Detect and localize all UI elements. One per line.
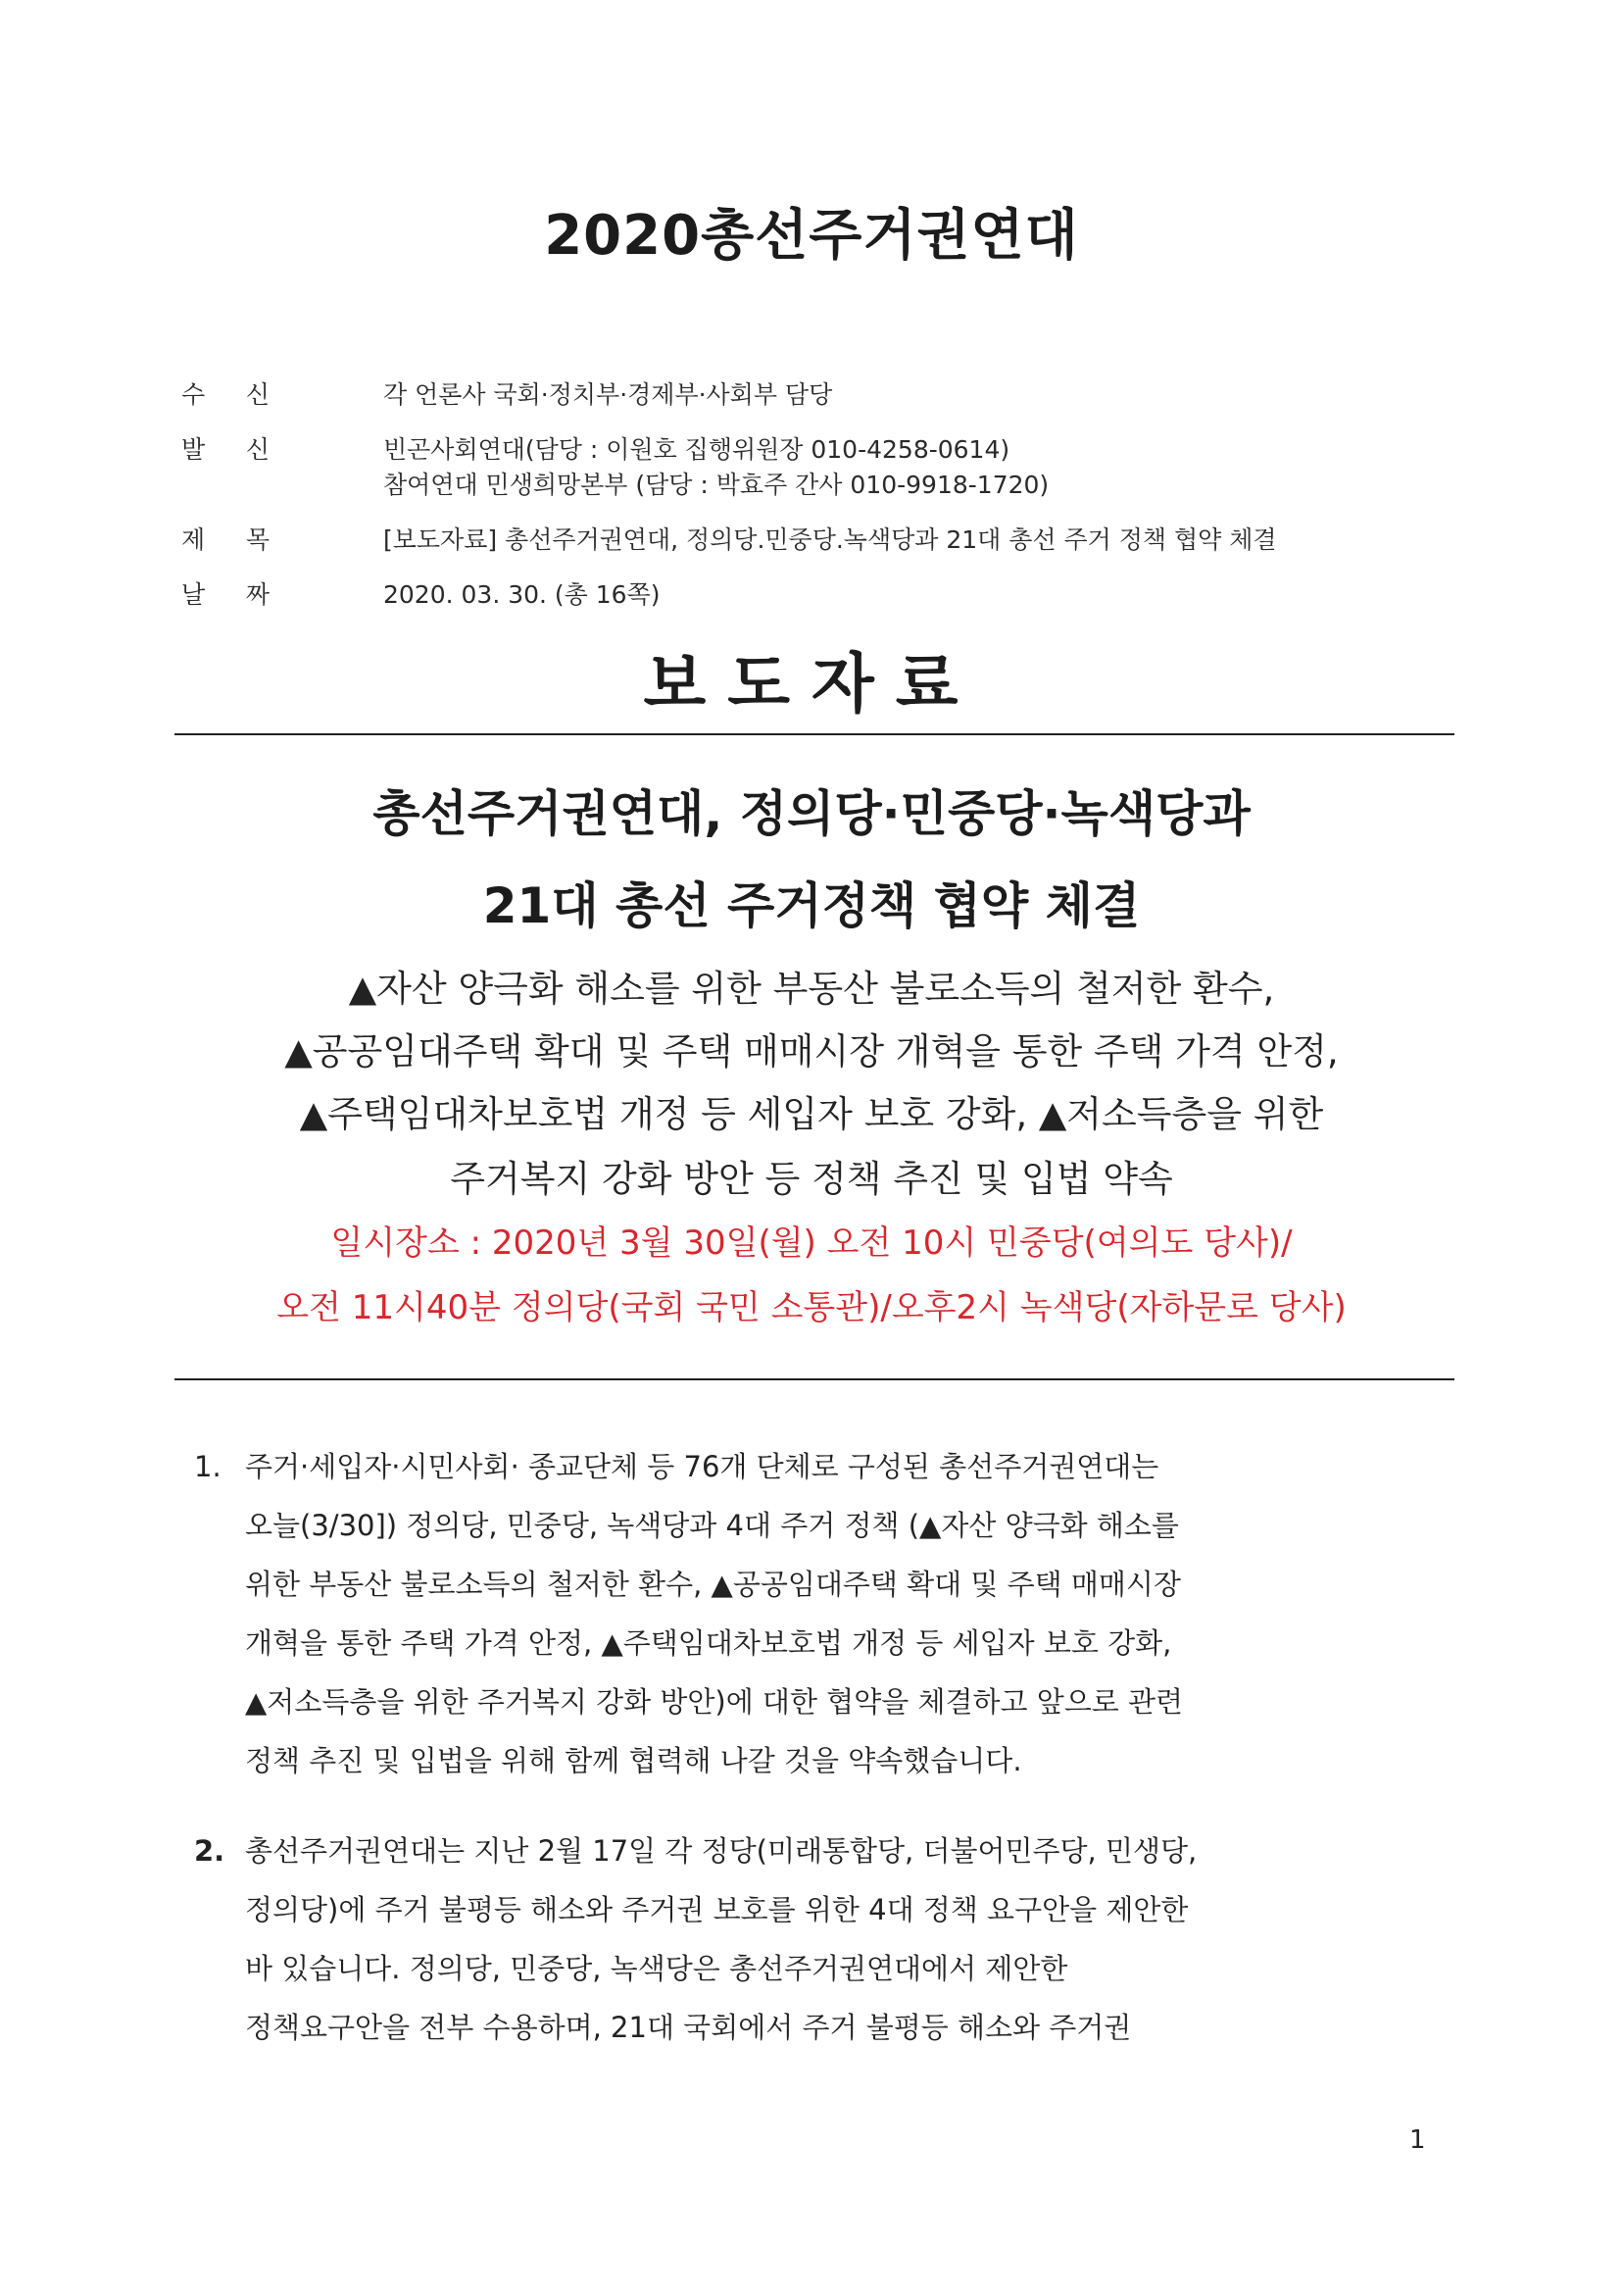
meta-label-char: 목 bbox=[245, 525, 270, 554]
meta-label-char: 신 bbox=[245, 435, 270, 464]
paragraph-line: ▲저소득층을 위한 주거복지 강화 방안)에 대한 협약을 체결하고 앞으로 관련 bbox=[245, 1685, 1184, 1719]
subheadline-line: ▲자산 양극화 해소를 위한 부동산 불로소득의 철저한 환수, bbox=[348, 968, 1275, 1010]
meta-label bbox=[181, 523, 270, 558]
paragraph-line: 정책요구안을 전부 수용하며, 21대 국회에서 주거 불평등 해소와 주거권 bbox=[245, 2011, 1132, 2044]
meta-label-char: 발 bbox=[181, 435, 206, 464]
meta-value-line: 2020. 03. 30. (총 16쪽) bbox=[383, 580, 661, 609]
paragraph-line: 개혁을 통한 주택 가격 안정, ▲주택임대차보호법 개정 등 세입자 보호 강화, bbox=[245, 1626, 1172, 1660]
paragraph-line: 총선주거권연대는 지난 2월 17일 각 정당(미래통합당, 더불어민주당, 민생당, bbox=[245, 1834, 1198, 1868]
meta-label bbox=[181, 577, 270, 613]
paragraph-number: 2. bbox=[194, 1834, 225, 1868]
meta-label-char: 신 bbox=[245, 380, 270, 409]
paragraph-text bbox=[245, 1437, 1470, 1790]
body-paragraph bbox=[194, 1437, 1470, 1790]
meta-label bbox=[181, 377, 270, 413]
headline-line: 21대 총선 주거정책 협약 체결 bbox=[482, 877, 1141, 934]
meta-recipient-row bbox=[181, 377, 1455, 413]
meta-label bbox=[181, 432, 270, 468]
meta-value-line: 빈곤사회연대(담당 : 이원호 집행위원장 010-4258-0614) bbox=[383, 435, 1010, 464]
meta-value bbox=[383, 432, 1455, 503]
subheadline-line: ▲주택임대차보호법 개정 등 세입자 보호 강화, ▲저소득층을 위한 bbox=[299, 1093, 1324, 1135]
meta-value-line: 참여연대 민생희망본부 (담당 : 박효주 간사 010-9918-1720) bbox=[383, 471, 1050, 499]
meta-value bbox=[383, 377, 1455, 413]
bottom-divider bbox=[174, 1378, 1454, 1380]
paragraph-line: 정책 추진 및 입법을 위해 함께 협력해 나갈 것을 약속했습니다. bbox=[245, 1744, 1022, 1777]
paragraph-line: 바 있습니다. 정의당, 민중당, 녹색당은 총선주거권연대에서 제안한 bbox=[245, 1952, 1068, 1985]
subheadline-line: 주거복지 강화 방안 등 정책 추진 및 입법 약속 bbox=[450, 1158, 1173, 1200]
paragraph-text bbox=[245, 1822, 1470, 2057]
paragraph-number: 1. bbox=[194, 1450, 221, 1483]
meta-value bbox=[383, 523, 1455, 558]
meta-label-char: 짜 bbox=[245, 580, 270, 609]
subheadline-line: ▲공공임대주택 확대 및 주택 매매시장 개혁을 통한 주택 가격 안정, bbox=[284, 1030, 1339, 1073]
body-paragraph bbox=[194, 1822, 1470, 2057]
meta-label-char: 날 bbox=[181, 580, 206, 609]
meta-value bbox=[383, 577, 1455, 613]
headline-line: 총선주거권연대, 정의당·민중당·녹색당과 bbox=[372, 785, 1251, 842]
meta-table bbox=[181, 377, 1455, 632]
paragraph-line: 위한 부동산 불로소득의 철저한 환수, ▲공공임대주택 확대 및 주택 매매시장 bbox=[245, 1568, 1181, 1601]
meta-label-char: 수 bbox=[181, 380, 206, 409]
meta-sender-row bbox=[181, 432, 1455, 503]
paragraph-line: 오늘(3/30]) 정의당, 민중당, 녹색당과 4대 주거 정책 (▲자산 양극화 해소를 bbox=[245, 1509, 1179, 1542]
organization-title: 2020총선주거권연대 bbox=[544, 204, 1079, 268]
schedule-line: 오전 11시40분 정의당(국회 국민 소통관)/오후2시 녹색당(자하문로 당사) bbox=[276, 1288, 1347, 1327]
page-number: 1 bbox=[1409, 2125, 1426, 2155]
meta-subject-row bbox=[181, 523, 1455, 558]
meta-value-line: 각 언론사 국회·정치부·경제부·사회부 담당 bbox=[383, 380, 833, 409]
meta-date-row bbox=[181, 577, 1455, 613]
paragraph-line: 정의당)에 주거 불평등 해소와 주거권 보호를 위한 4대 정책 요구안을 제안한 bbox=[245, 1893, 1189, 1926]
top-divider bbox=[174, 733, 1454, 735]
schedule-line: 일시장소 : 2020년 3월 30일(월) 오전 10시 민중당(여의도 당사)/ bbox=[330, 1223, 1293, 1263]
paragraph-line: 주거·세입자·시민사회· 종교단체 등 76개 단체로 구성된 총선주거권연대는 bbox=[245, 1450, 1159, 1483]
meta-value-line: [보도자료] 총선주거권연대, 정의당.민중당.녹색당과 21대 총선 주거 정책 협약 체결 bbox=[383, 525, 1277, 554]
press-release-title: 보도자료 bbox=[643, 646, 980, 722]
meta-label-char: 제 bbox=[181, 525, 206, 554]
